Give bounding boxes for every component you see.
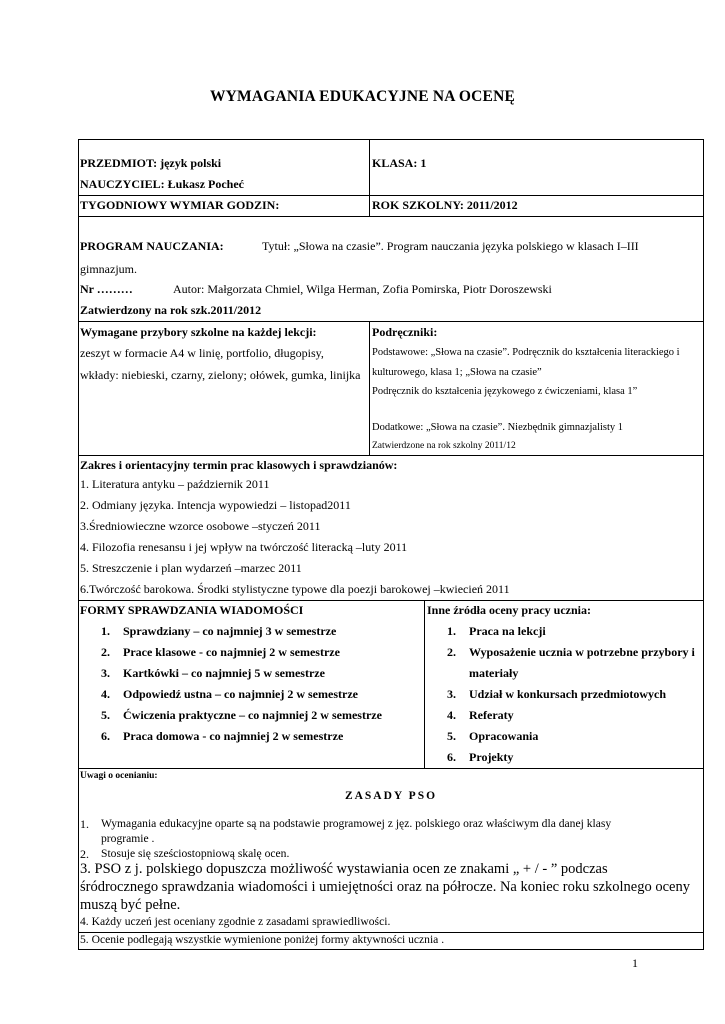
list-item: 6. Praca domowa - co najmniej 2 w semestrze (101, 729, 344, 743)
list-item: 6. Projekty (447, 750, 514, 764)
textbooks-heading: Podręczniki: (372, 325, 438, 339)
pso-rule-2-num: 2. (80, 847, 89, 861)
schedule-item: 2. Odmiany języka. Intencja wypowiedzi – listopad2011 (80, 498, 351, 512)
list-item: 4. Referaty (447, 708, 514, 722)
assessment-forms-row (79, 600, 703, 768)
textbooks-basic-3: Podręcznik do kształcenia językowego z ćwiczeniami, klasa 1” (372, 386, 638, 397)
list-item: 3. Kartkówki – co najmniej 5 w semestrze (101, 666, 325, 680)
other-sources-heading: Inne źródła oceny pracy ucznia: (427, 603, 591, 617)
class-label: KLASA: 1 (372, 156, 427, 170)
program-label: PROGRAM NAUCZANIA: (80, 239, 224, 253)
supplies-line-1: zeszyt w formacie A4 w linię, portfolio, długopisy, (80, 346, 324, 360)
teacher-label: NAUCZYCIEL: Łukasz Pocheć (80, 177, 245, 191)
page-number: 1 (632, 956, 638, 970)
textbooks-approval: Zatwierdzone na rok szkolny 2011/12 (372, 441, 516, 451)
schedule-item: 3.Średniowieczne wzorce osobowe –styczeń 2011 (80, 519, 321, 533)
pso-rule-1-cont: programie . (101, 832, 155, 845)
pso-heading: ZASADY PSO (344, 790, 438, 802)
school-year-label: ROK SZKOLNY: 2011/2012 (372, 198, 518, 212)
subject-row (79, 140, 703, 195)
list-item: materiały (469, 666, 519, 680)
supplies-heading: Wymagane przybory szkolne na każdej lekcji: (80, 325, 317, 339)
program-title-cont: gimnazjum. (80, 262, 137, 276)
list-item: 2. Prace klasowe - co najmniej 2 w semestrze (101, 645, 340, 659)
pso-rule-3: 3. PSO z j. polskiego dopuszcza możliwość wystawiania ocen ze znakami „ + / - ” podczas (80, 861, 608, 877)
textbooks-basic-1: Podstawowe: „Słowa na czasie”. Podręcznik do kształcenia literackiego i (372, 347, 680, 358)
requirements-table (78, 139, 704, 950)
program-number: Nr ……… (80, 282, 133, 296)
schedule-item: 6.Twórczość barokowa. Środki stylistyczne typowe dla poezji barokowej –kwiecień 2011 (80, 582, 510, 596)
weekly-hours-label: TYGODNIOWY WYMIAR GODZIN: (80, 198, 280, 212)
textbooks-extra: Dodatkowe: „Słowa na czasie”. Niezbędnik gimnazjalisty 1 (372, 422, 624, 433)
tests-schedule-row (79, 455, 703, 600)
program-authors: Autor: Małgorzata Chmiel, Wilga Herman, Zofia Pomirska, Piotr Doroszewski (173, 282, 552, 296)
document-title: WYMAGANIA EDUKACYJNE NA OCENĘ (209, 88, 516, 105)
textbooks-basic-2: kulturowego, klasa 1; „Słowa na czasie” (372, 367, 542, 378)
pso-rule-1-num: 1. (80, 817, 89, 831)
assessment-forms-heading: FORMY SPRAWDZANIA WIADOMOŚCI (80, 603, 304, 617)
tests-schedule-heading: Zakres i orientacyjny termin prac klasowych i sprawdzianów: (80, 458, 398, 472)
list-item: 2. Wyposażenie ucznia w potrzebne przybory i (447, 645, 695, 659)
grading-notes-row (79, 768, 703, 932)
pso-rule-1: Wymagania edukacyjne oparte są na podstawie programowej z jęz. polskiego oraz właściwym dla danej klasy (101, 817, 612, 830)
schedule-item: 1. Literatura antyku – październik 2011 (80, 477, 270, 491)
hours-row (79, 195, 703, 216)
pso-rule-5: 5. Ocenie podlegają wszystkie wymienione poniżej formy aktywności ucznia . (80, 933, 445, 946)
program-row (79, 216, 703, 321)
list-item: 1. Praca na lekcji (447, 624, 546, 638)
supplies-row (79, 321, 703, 455)
supplies-line-2: wkłady: niebieski, czarny, zielony; ołówek, gumka, linijka (80, 368, 361, 382)
pso-rule-4: 4. Każdy uczeń jest oceniany zgodnie z zasadami sprawiedliwości. (80, 915, 391, 928)
schedule-item: 5. Streszczenie i plan wydarzeń –marzec 2011 (80, 561, 302, 575)
list-item: 3. Udział w konkursach przedmiotowych (447, 687, 667, 701)
program-title: Tytuł: „Słowa na czasie”. Program nauczania języka polskiego w klasach I–III (262, 239, 639, 253)
pso-rule-2: Stosuje się sześciostopniową skalę ocen. (101, 847, 290, 860)
grading-notes-label: Uwagi o ocenianiu: (80, 771, 158, 781)
pso-rule-3-end: muszą być pełne. (80, 897, 181, 913)
subject-label: PRZEDMIOT: język polski (80, 156, 222, 170)
list-item: 1. Sprawdziany – co najmniej 3 w semestrze (101, 624, 337, 638)
list-item: 4. Odpowiedź ustna – co najmniej 2 w semestrze (101, 687, 358, 701)
list-item: 5. Ćwiczenia praktyczne – co najmniej 2 w semestrze (101, 708, 382, 722)
schedule-item: 4. Filozofia renesansu i jej wpływ na twórczość literacką –luty 2011 (80, 540, 408, 554)
program-approval: Zatwierdzony na rok szk.2011/2012 (80, 303, 262, 317)
pso-rule-5-row (79, 932, 703, 949)
pso-rule-3-cont: śródrocznego sprawdzania wiadomości i umiejętności oraz na półrocze. Na koniec roku szkolnego oceny (80, 879, 690, 895)
list-item: 5. Opracowania (447, 729, 539, 743)
